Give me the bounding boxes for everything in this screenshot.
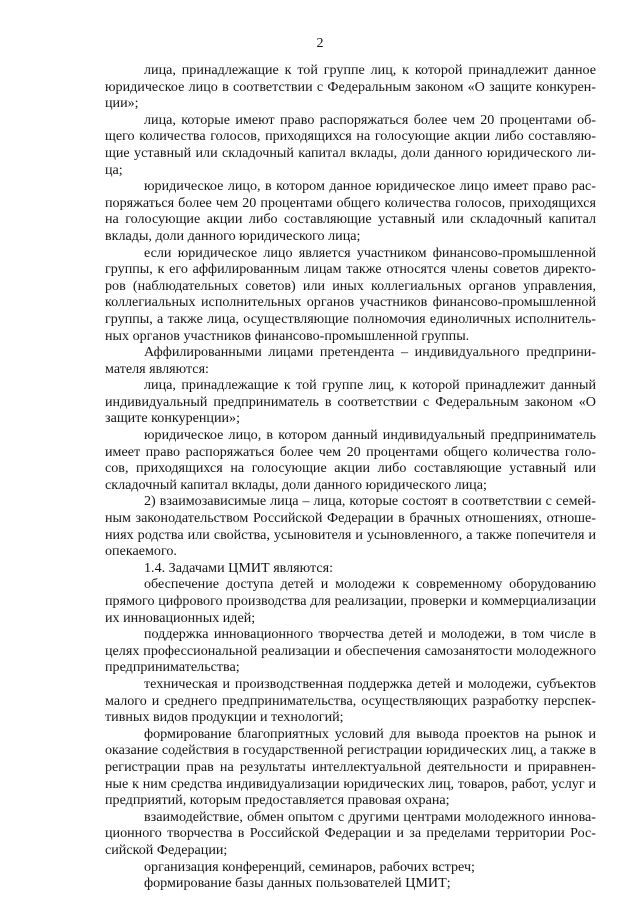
- paragraph-8: 2) взаимозависимые лица – лица, которые состоят в соответствии с семейным законодательством Российской Федерации в брачных отношениях, отношениях родства или свойства, усыновителя и усыновленного, а также попечителя и опекаемого.: [105, 493, 596, 560]
- paragraph-6: лица, принадлежащие к той группе лиц, к которой принадлежит данный индивидуальный предприниматель в соответствии с Федеральным законом «О защите конкуренции»;: [105, 377, 596, 427]
- paragraph-15: организация конференций, семинаров, рабочих встреч;: [144, 858, 475, 875]
- paragraph-13: формирование благоприятных условий для вывода проектов на рынок и оказание содействия в государственной регистрации юридических лиц, а также в регистрации прав на результаты интеллектуальной деятельности и приравненные к ним средства индивидуализации юридических лиц, товаров, работ, услуг и предприятий, которым предоставляется правовая охрана;: [105, 725, 596, 809]
- paragraph-12: техническая и производственная поддержка детей и молодежи, субъектов малого и среднего предпринимательства, осуществляющих разработку перспективных видов продукции и технологий;: [105, 675, 596, 726]
- paragraph-10: обеспечение доступа детей и молодежи к современному оборудованию прямого цифрового производства для реализации, проверки и коммерциализации их инновационных идей;: [105, 576, 596, 626]
- paragraph-2: лица, которые имеют право распоряжаться более чем 20 процентами общего количества голосов, приходящихся на голосующие акции либо составляющие уставный или складочный капитал вклады, доли данного юридического лица;: [105, 111, 596, 178]
- paragraph-11: поддержка инновационного творчества детей и молодежи, в том числе в целях профессиональной реализации и обеспечения самозанятости молодежного предпринимательства;: [105, 626, 596, 676]
- paragraph-3: юридическое лицо, в котором данное юридическое лицо имеет право распоряжаться более чем 20 процентами общего количества голосов, приходящихся на голосующие акции либо составляющие уставный или складочный капитал вклады, доли данного юридического лица;: [105, 178, 596, 244]
- paragraph-16: формирование базы данных пользователей ЦМИТ;: [144, 875, 451, 892]
- paragraph-1: лица, принадлежащие к той группе лиц, к которой принадлежит данное юридическое лицо в соответствии с Федеральным законом «О защите конкуренции»;: [105, 62, 596, 112]
- paragraph-14: взаимодействие, обмен опытом с другими центрами молодежного инновационного творчества в Российской Федерации и за пределами территории Российской Федерации;: [105, 808, 596, 858]
- paragraph-4: если юридическое лицо является участником финансово-промышленной группы, к его аффилированным лицам также относятся члены советов директоров (наблюдательных советов) или иных коллегиальных органов управления, коллегиальных исполнительных органов участников финансово-промышленной группы, а также лица, осуществляющие полномочия единоличных исполнительных органов участников финансово-промышленной группы.: [105, 244, 596, 344]
- paragraph-9: 1.4. Задачами ЦМИТ являются:: [144, 559, 333, 576]
- paragraph-5: Аффилированными лицами претендента – индивидуального предпринимателя являются:: [105, 344, 596, 377]
- document-body: [105, 62, 596, 892]
- paragraph-7: юридическое лицо, в котором данный индивидуальный предприниматель имеет право распоряжаться более чем 20 процентами общего количества голосов, приходящихся на голосующие акции либо составляющие уставный или складочный капитал вклады, доли данного юридического лица;: [105, 427, 596, 493]
- page-number: 2: [316, 36, 324, 51]
